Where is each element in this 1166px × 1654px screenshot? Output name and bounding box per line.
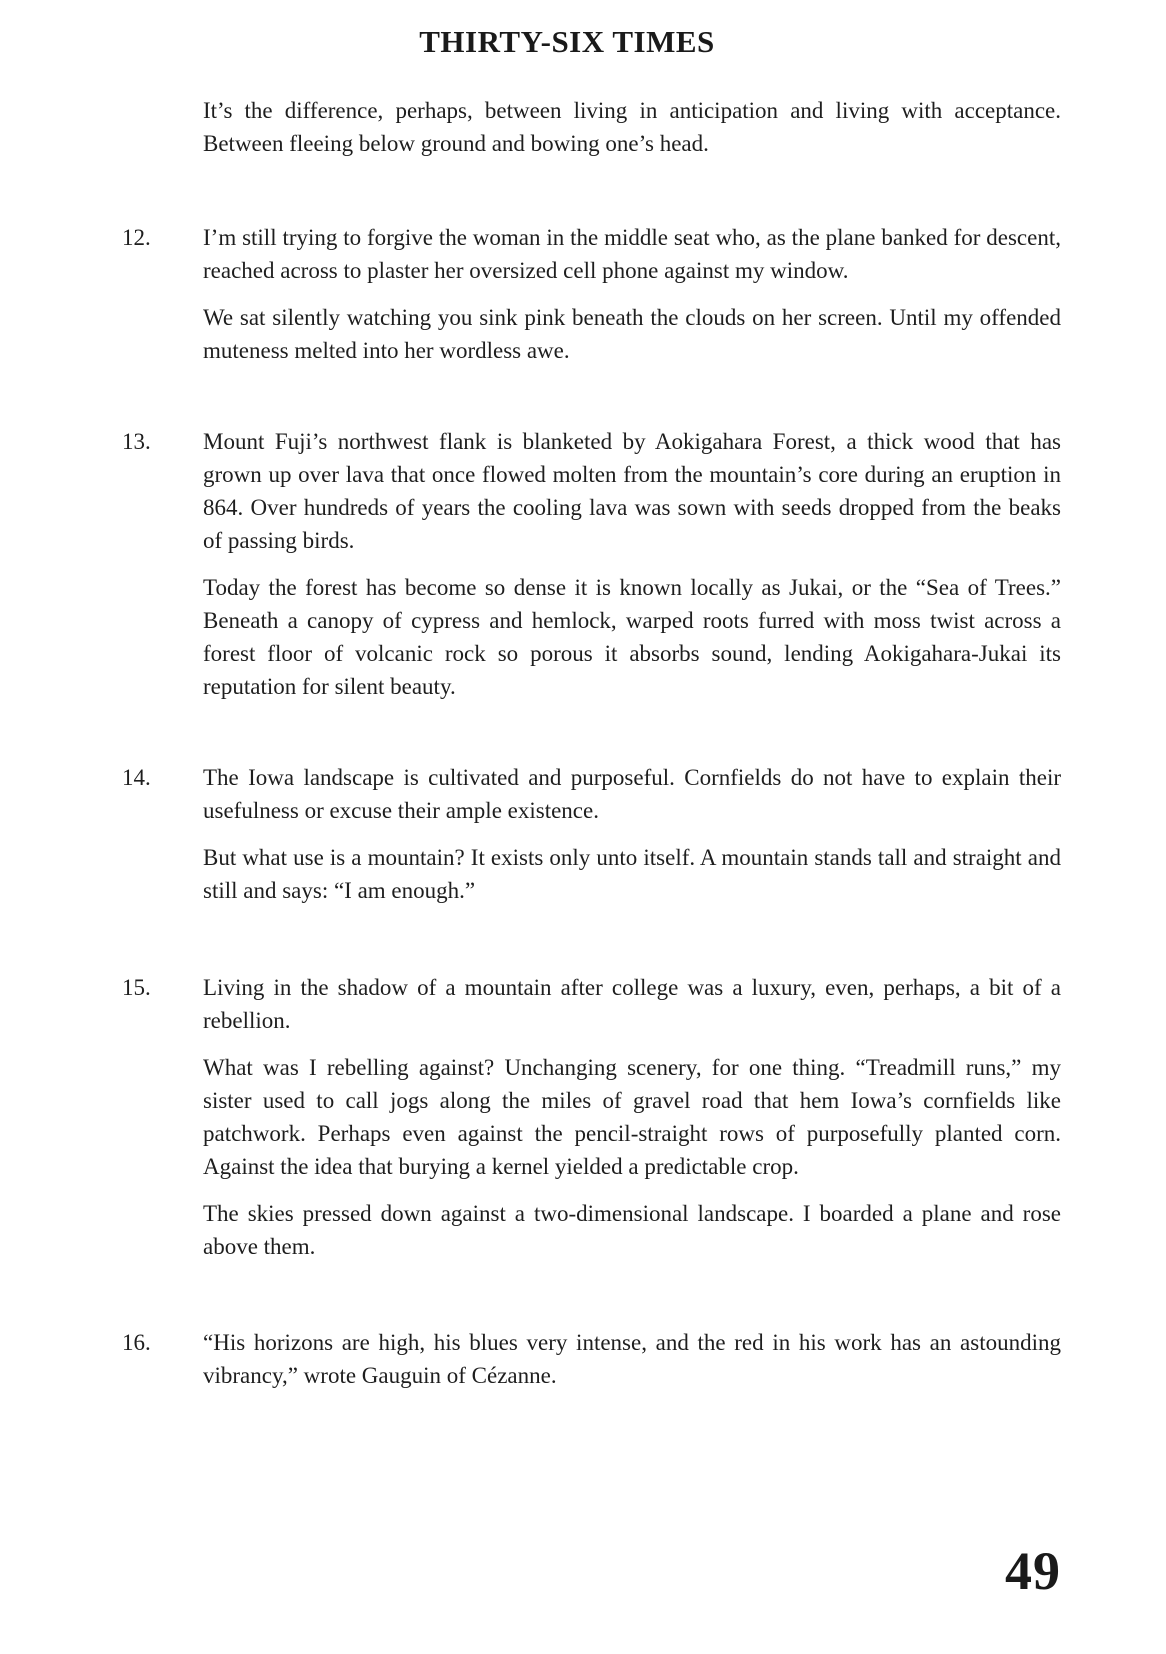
section-number: 12. [122, 225, 151, 250]
section-number: 16. [122, 1330, 151, 1355]
section-number: 15. [122, 975, 151, 1000]
section-paragraph: Mount Fuji’s northwest flank is blanketed by Aokigahara Forest, a thick wood that has grown up over lava that once flowed molten from the mountain’s core during an eruption in 864. Over hundreds of years the cooling lava was sown with seeds dropped from the beaks of passing birds. [203, 429, 1061, 553]
section-body [203, 971, 1061, 1277]
intro-paragraph: It’s the difference, perhaps, between living in anticipation and living with acceptance. Between fleeing below ground and bowing one’s head. [203, 98, 1061, 156]
page-number: 49 [1005, 1541, 1061, 1601]
section-body [203, 425, 1061, 717]
section-body [203, 221, 1061, 381]
section-body [203, 1326, 1061, 1406]
section-paragraph: I’m still trying to forgive the woman in the middle seat who, as the plane banked for descent, reached across to plaster her oversized cell phone against my window. [203, 225, 1061, 283]
section-paragraph: The skies pressed down against a two-dimensional landscape. I boarded a plane and rose above them. [203, 1201, 1061, 1259]
section-paragraph: The Iowa landscape is cultivated and purposeful. Cornfields do not have to explain their usefulness or excuse their ample existence. [203, 765, 1061, 823]
intro-block [203, 94, 1061, 174]
section-paragraph: What was I rebelling against? Unchanging scenery, for one thing. “Treadmill runs,” my sister used to call jogs along the miles of gravel road that hem Iowa’s cornfields like patchwork. Perhaps even against the pencil-straight rows of purposefully planted corn. Against the idea that burying a kernel yielded a predictable crop. [203, 1055, 1061, 1179]
section-paragraph: But what use is a mountain? It exists only unto itself. A mountain stands tall and straight and still and says: “I am enough.” [203, 845, 1061, 903]
section-paragraph: Today the forest has become so dense it is known locally as Jukai, or the “Sea of Trees.” Beneath a canopy of cypress and hemlock, warped roots furred with moss twist across a forest floor of volcanic rock so porous it absorbs sound, lending Aokigahara-Jukai its reputation for silent beauty. [203, 575, 1061, 699]
section-paragraph: We sat silently watching you sink pink beneath the clouds on her screen. Until my offended muteness melted into her wordless awe. [203, 305, 1061, 363]
section-paragraph: Living in the shadow of a mountain after college was a luxury, even, perhaps, a bit of a rebellion. [203, 975, 1061, 1033]
section-number: 14. [122, 765, 151, 790]
section-number: 13. [122, 429, 151, 454]
section-body [203, 761, 1061, 921]
running-head: THIRTY-SIX TIMES [419, 24, 715, 59]
section-paragraph: “His horizons are high, his blues very intense, and the red in his work has an astounding vibrancy,” wrote Gauguin of Cézanne. [203, 1330, 1061, 1388]
